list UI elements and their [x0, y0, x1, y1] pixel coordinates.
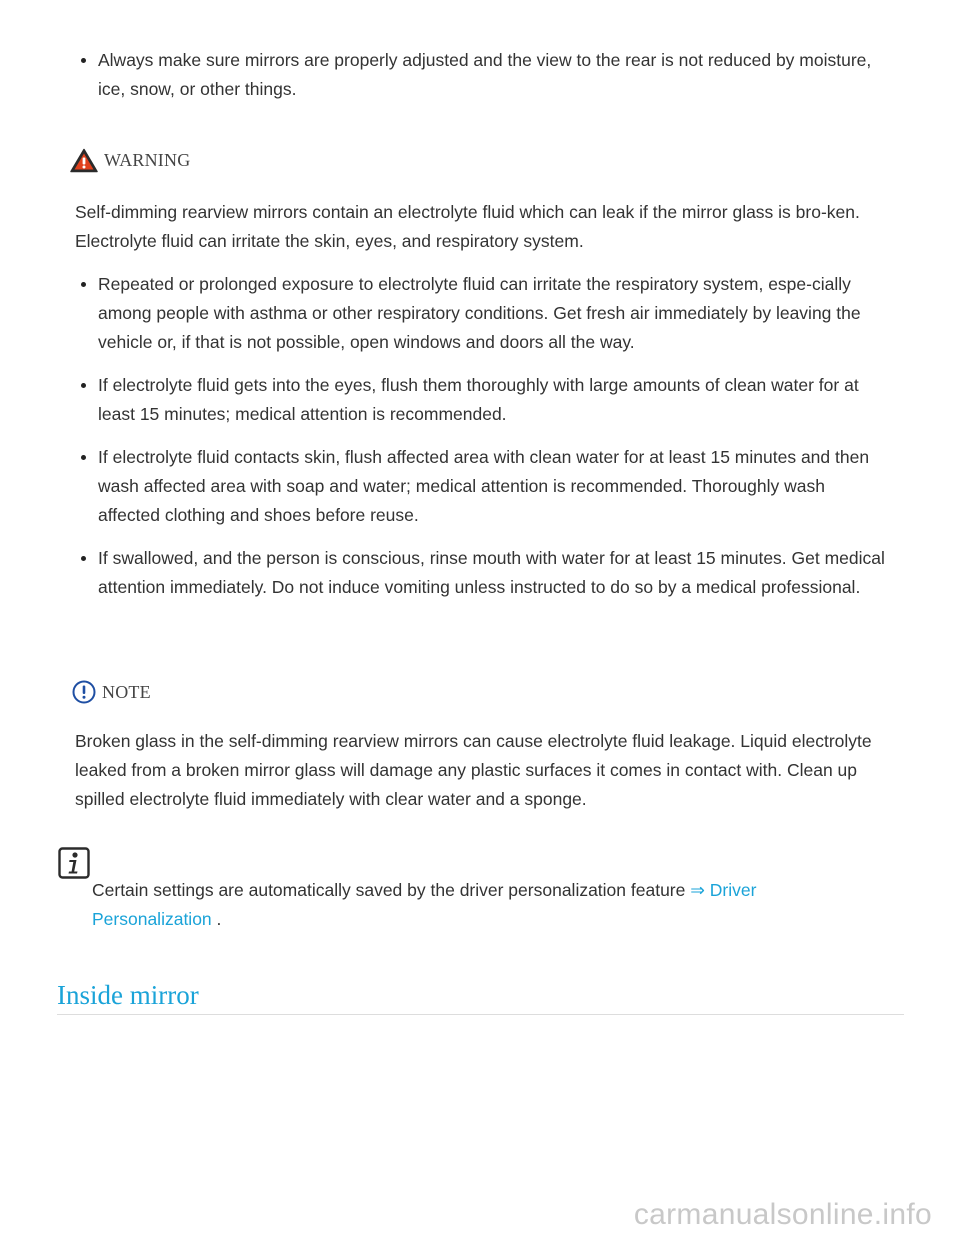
bullet-dot — [81, 282, 86, 287]
bullet-text: If swallowed, and the person is conscious, rinse mouth with water for at least 15 minutes. Get medical attention immediately. Do not induce vomiting unless instructed to do so by a medical professional. — [98, 548, 885, 597]
exclamation-circle-icon — [72, 680, 96, 704]
list-item — [0, 46, 960, 104]
link-arrow: ⇒ — [690, 880, 710, 900]
list-item — [0, 544, 960, 602]
warning-intro: Self-dimming rearview mirrors contain an electrolyte fluid which can leak if the mirror glass is bro-ken. Electrolyte fluid can irritate the skin, eyes, and respiratory system. — [75, 202, 860, 251]
info-text — [92, 876, 852, 934]
warning-triangle-icon — [70, 148, 98, 173]
info-trailing: . — [211, 909, 222, 929]
note-text: Broken glass in the self-dimming rearview mirrors can cause electrolyte fluid leakage. Liquid electrolyte leaked from a broken mirror glass will damage any plastic surfaces it comes in contact with. Clean up spilled electrolyte fluid immediately with clear water and a sponge. — [75, 731, 872, 809]
bullet-dot — [81, 58, 86, 63]
link-text: Driver Personalization — [92, 880, 757, 929]
note-label: NOTE — [102, 681, 151, 702]
warning-label: WARNING — [104, 150, 191, 170]
bullet-text: Always make sure mirrors are properly adjusted and the view to the rear is not reduced by moisture, ice, snow, or other things. — [98, 50, 872, 99]
bullet-text: Repeated or prolonged exposure to electrolyte fluid can irritate the respiratory system, espe-cially among people with asthma or other respiratory conditions. Get fresh air immediately by leaving the vehicle or, if that is not possible, open windows and doors all the way. — [98, 274, 861, 352]
bullet-text: If electrolyte fluid gets into the eyes, flush them thoroughly with large amounts of clean water for at least 15 minutes; medical attention is recommended. — [98, 375, 859, 424]
section-title: Inside mirror — [57, 980, 199, 1010]
list-item — [0, 270, 960, 357]
warning-list — [0, 270, 960, 616]
list-item — [0, 371, 960, 429]
warning-heading — [70, 148, 190, 173]
info-text-body: Certain settings are automatically saved by the driver personalization feature — [92, 880, 691, 900]
list-item — [0, 443, 960, 530]
note-heading — [72, 680, 151, 704]
bullet-dot — [81, 383, 86, 388]
bullet-dot — [81, 455, 86, 460]
section-divider — [57, 1014, 904, 1015]
bullet-dot — [81, 556, 86, 561]
bullet-text: If electrolyte fluid contacts skin, flush affected area with clean water for at least 15 minutes and then wash affected area with soap and water; medical attention is recommended. Thoroughly wash affected clothing and shoes before reuse. — [98, 447, 870, 525]
watermark: carmanualsonline.info — [633, 1198, 932, 1231]
info-icon — [58, 847, 90, 884]
top-bullet-list — [0, 46, 960, 104]
